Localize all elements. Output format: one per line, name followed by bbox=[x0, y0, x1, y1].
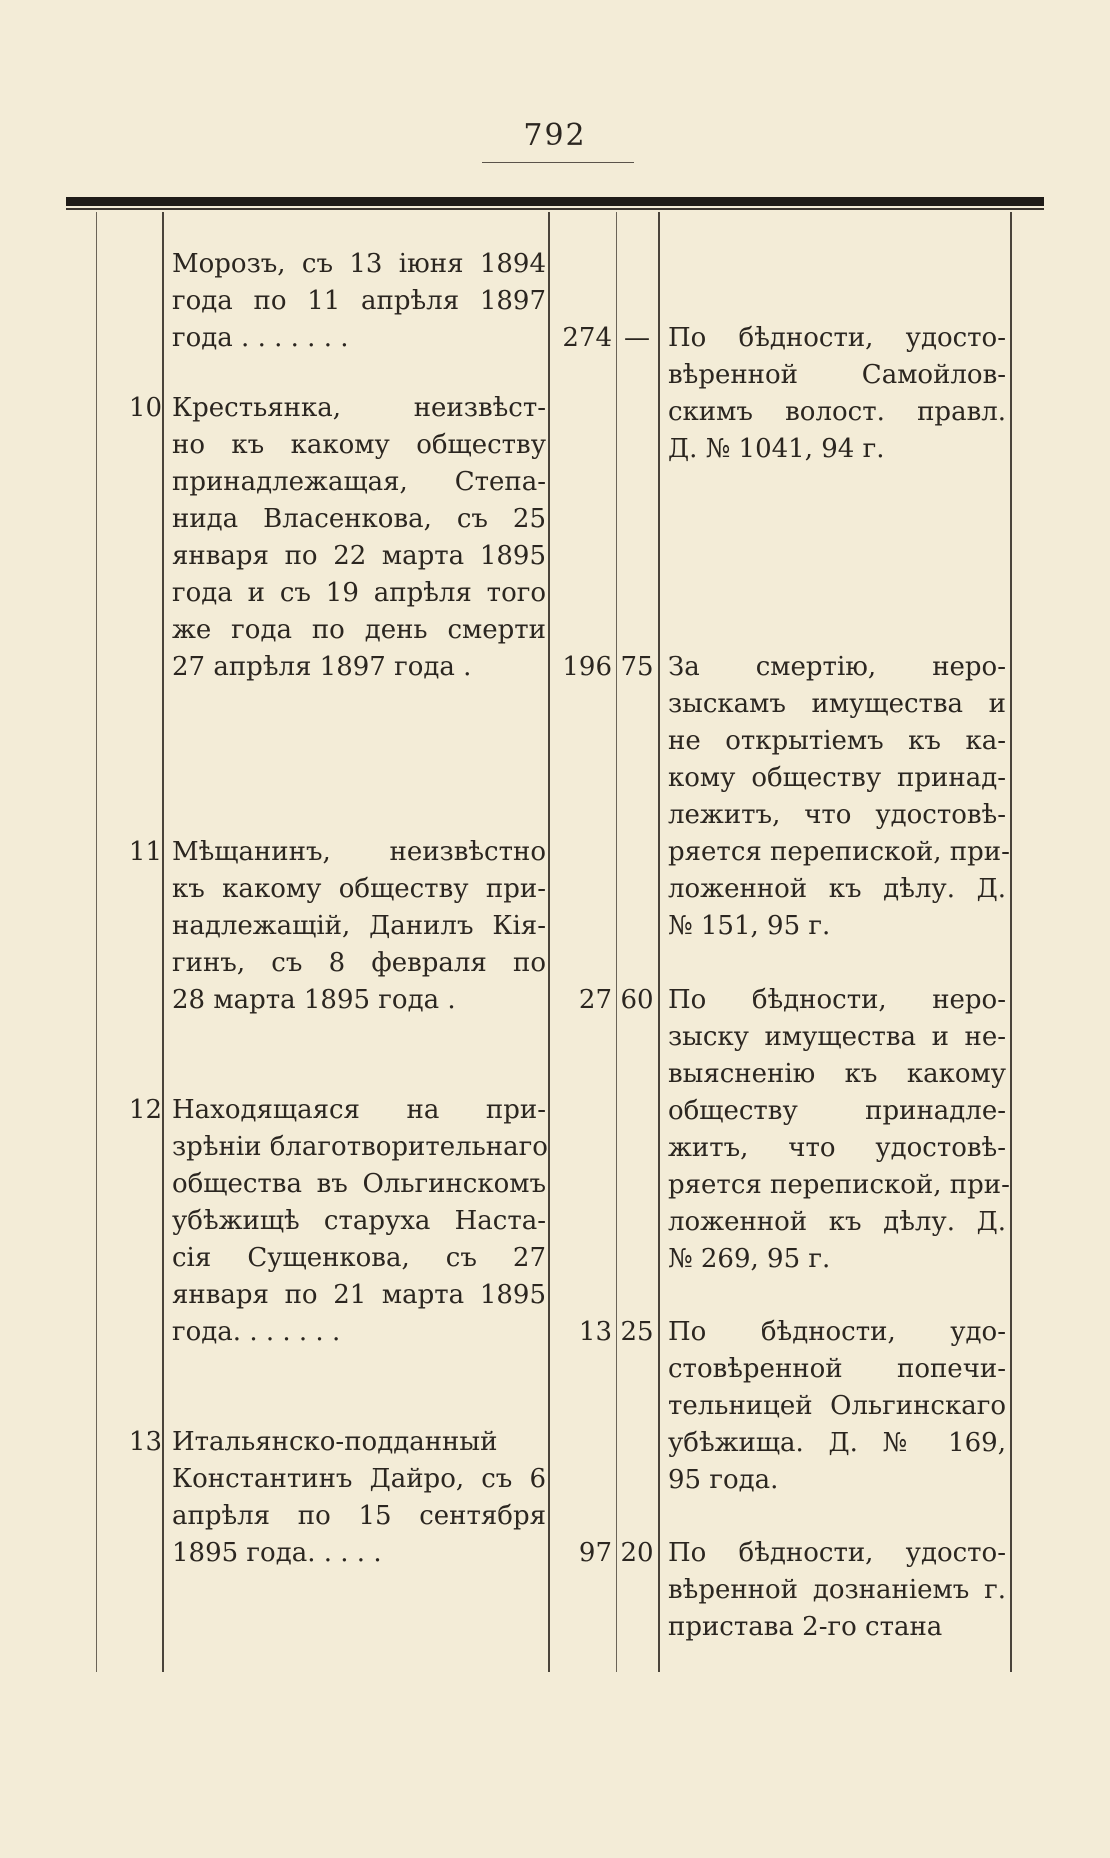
text-line: Находящаяся на при- bbox=[172, 1095, 546, 1125]
text-line: года и съ 19 апрѣля того bbox=[172, 578, 546, 608]
text-line: скимъ волост. правл. bbox=[668, 397, 1006, 427]
text-line: 1895 года. . . . . bbox=[172, 1538, 382, 1568]
entry-reason bbox=[668, 1535, 1006, 1646]
column-rule-right bbox=[1010, 212, 1012, 1672]
text-line: Крестьянка, неизвѣст- bbox=[172, 393, 546, 423]
entry-number: 12 bbox=[128, 1095, 162, 1125]
text-line: зыску имущества и не- bbox=[668, 1022, 1006, 1052]
text-line: Мѣщанинъ, неизвѣстно bbox=[172, 837, 546, 867]
entry-number: 13 bbox=[128, 1427, 162, 1457]
page-number-rule bbox=[482, 162, 634, 163]
amount-kopecks: 60 bbox=[620, 985, 654, 1015]
text-line: вѣренной дознаніемъ г. bbox=[668, 1575, 1006, 1605]
text-line: убѣжища. Д. № 169, bbox=[668, 1428, 1006, 1458]
text-line: зрѣніи благотворительнаго bbox=[172, 1132, 548, 1162]
amount-kopecks: 25 bbox=[620, 1317, 654, 1347]
amount-rubles: 13 bbox=[578, 1317, 612, 1347]
text-line: года по 11 апрѣля 1897 bbox=[172, 286, 546, 316]
text-line: Итальянско-подданный bbox=[172, 1427, 498, 1457]
text-line: 28 марта 1895 года . bbox=[172, 985, 456, 1015]
column-rule-description bbox=[548, 212, 550, 1672]
amount-rubles: 196 bbox=[562, 652, 612, 682]
entry-description bbox=[172, 834, 546, 1019]
text-line: лежитъ, что удостовѣ- bbox=[668, 800, 1006, 830]
text-line: выясненію къ какому bbox=[668, 1059, 1006, 1089]
entry-description bbox=[172, 246, 546, 357]
text-line: кому обществу принад- bbox=[668, 763, 1006, 793]
text-line: Константинъ Дайро, съ 6 bbox=[172, 1464, 546, 1494]
text-line: стовѣренной попечи- bbox=[668, 1354, 1006, 1384]
entry-reason bbox=[668, 320, 1006, 468]
text-line: ряется перепиской, при- bbox=[668, 1170, 1010, 1200]
table-top-rule bbox=[66, 197, 1044, 206]
amount-rubles: 274 bbox=[562, 323, 612, 353]
text-line: общества въ Ольгинскомъ bbox=[172, 1169, 546, 1199]
text-line: Д. № 1041, 94 г. bbox=[668, 434, 885, 464]
entry-number: 10 bbox=[128, 393, 162, 423]
text-line: тельницей Ольгинскаго bbox=[668, 1391, 1006, 1421]
text-line: вѣренной Самойлов- bbox=[668, 360, 1006, 390]
entry-reason bbox=[668, 649, 1010, 945]
amount-kopecks: 75 bbox=[620, 652, 654, 682]
text-line: Морозъ, съ 13 іюня 1894 bbox=[172, 249, 546, 279]
entry-reason bbox=[668, 1314, 1006, 1499]
text-line: января по 22 марта 1895 bbox=[172, 541, 546, 571]
text-line: принадлежащая, Степа- bbox=[172, 467, 546, 497]
text-line: По бѣдности, удосто- bbox=[668, 1538, 1006, 1568]
text-line: сія Сущенкова, съ 27 bbox=[172, 1243, 546, 1273]
amount-kopecks: — bbox=[624, 323, 650, 353]
text-line: ряется перепиской, при- bbox=[668, 837, 1010, 867]
text-line: № 151, 95 г. bbox=[668, 911, 831, 941]
text-line: зыскамъ имущества и bbox=[668, 689, 1006, 719]
text-line: убѣжищѣ старуха Наста- bbox=[172, 1206, 546, 1236]
text-line: ложенной къ дѣлу. Д. bbox=[668, 874, 1006, 904]
text-line: пристава 2-го стана bbox=[668, 1612, 943, 1642]
text-line: января по 21 марта 1895 bbox=[172, 1280, 546, 1310]
amount-kopecks: 20 bbox=[620, 1538, 654, 1568]
entry-number: 11 bbox=[128, 837, 162, 867]
column-rule-rubles bbox=[616, 212, 617, 1672]
column-rule-number bbox=[162, 212, 164, 1672]
text-line: не открытіемъ къ ка- bbox=[668, 726, 1006, 756]
text-line: По бѣдности, удо- bbox=[668, 1317, 1006, 1347]
text-line: же года по день смерти bbox=[172, 615, 546, 645]
text-line: года. . . . . . . bbox=[172, 1317, 341, 1347]
text-line: 95 года. bbox=[668, 1465, 779, 1495]
text-line: житъ, что удостовѣ- bbox=[668, 1133, 1006, 1163]
text-line: 27 апрѣля 1897 года . bbox=[172, 652, 472, 682]
text-line: надлежащій, Данилъ Кія- bbox=[172, 911, 546, 941]
text-line: къ какому обществу при- bbox=[172, 874, 546, 904]
page-number: 792 bbox=[523, 118, 587, 153]
text-line: По бѣдности, удосто- bbox=[668, 323, 1006, 353]
text-line: года . . . . . . . bbox=[172, 323, 349, 353]
text-line: ложенной къ дѣлу. Д. bbox=[668, 1207, 1006, 1237]
entry-description bbox=[172, 1424, 546, 1572]
text-line: гинъ, съ 8 февраля по bbox=[172, 948, 546, 978]
amount-rubles: 27 bbox=[578, 985, 612, 1015]
entry-reason bbox=[668, 982, 1010, 1278]
text-line: обществу принадле- bbox=[668, 1096, 1006, 1126]
text-line: но къ какому обществу bbox=[172, 430, 546, 460]
text-line: нида Власенкова, съ 25 bbox=[172, 504, 546, 534]
text-line: апрѣля по 15 сентября bbox=[172, 1501, 546, 1531]
text-line: По бѣдности, неро- bbox=[668, 985, 1006, 1015]
text-line: За смертію, неро- bbox=[668, 652, 1006, 682]
text-line: № 269, 95 г. bbox=[668, 1244, 831, 1274]
entry-description bbox=[172, 1092, 546, 1351]
amount-rubles: 97 bbox=[578, 1538, 612, 1568]
entry-description bbox=[172, 390, 546, 686]
column-rule-kopecks bbox=[658, 212, 660, 1672]
